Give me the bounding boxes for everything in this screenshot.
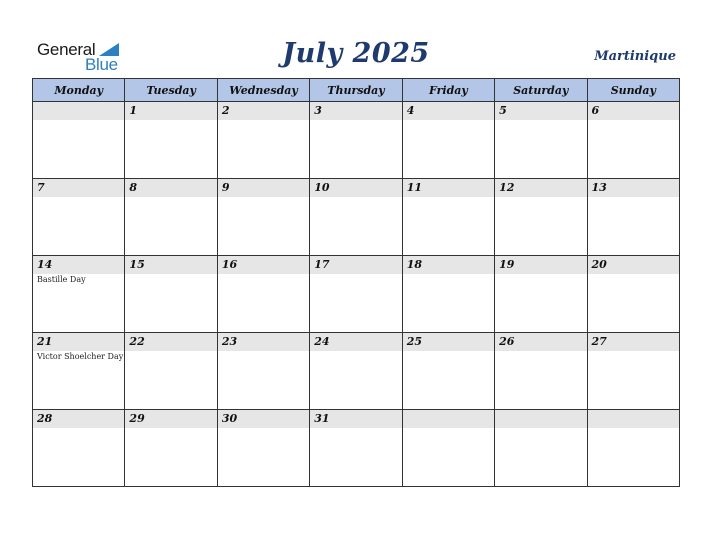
day-number: 16: [221, 258, 238, 271]
day-cell: [310, 256, 402, 333]
day-cell: [587, 179, 679, 256]
day-number-bar: [218, 102, 309, 120]
day-cell: [125, 256, 217, 333]
day-number-bar: [125, 102, 216, 120]
day-cell: [587, 102, 679, 179]
day-number: 17: [314, 258, 330, 271]
day-number-bar: [33, 256, 124, 274]
holiday-label: Victor Shoelcher Day: [37, 352, 124, 361]
day-number: 21: [37, 335, 53, 348]
day-number: 26: [499, 335, 515, 348]
weekday-header: Friday: [402, 79, 494, 102]
day-number: 5: [499, 104, 507, 117]
day-number-bar: [403, 333, 494, 351]
day-cell: [402, 256, 494, 333]
logo-text-general: General: [37, 40, 96, 59]
day-number: 30: [221, 412, 238, 425]
day-number-bar: [588, 256, 679, 274]
day-number: 20: [591, 258, 607, 271]
day-cell: [217, 410, 309, 487]
day-number: 2: [221, 104, 230, 117]
day-number: 31: [314, 412, 330, 425]
week-row: [33, 410, 680, 487]
day-cell: [33, 256, 125, 333]
day-cell: [125, 410, 217, 487]
day-number-bar: [310, 179, 401, 197]
day-number: 18: [406, 258, 422, 271]
day-number: 13: [591, 181, 607, 194]
day-number-bar: [495, 333, 586, 351]
day-cell: [125, 179, 217, 256]
day-number: 3: [314, 104, 322, 117]
day-number: 24: [314, 335, 330, 348]
logo-text-blue: Blue: [85, 55, 118, 74]
day-number-bar: [218, 410, 309, 428]
day-number: 6: [591, 104, 600, 117]
day-number: 8: [129, 181, 138, 194]
day-number-bar: [33, 102, 124, 120]
day-number: 28: [37, 412, 53, 425]
day-cell: [310, 333, 402, 410]
day-number: 1: [129, 104, 138, 117]
day-cell: [33, 179, 125, 256]
day-number: 27: [591, 335, 607, 348]
day-number-bar: [125, 333, 216, 351]
day-number-bar: [495, 256, 586, 274]
day-cell: [217, 102, 309, 179]
day-number: 9: [221, 181, 230, 194]
day-cell: [310, 179, 402, 256]
day-number-bar: [403, 410, 494, 428]
calendar-grid: [32, 78, 680, 487]
day-cell: [402, 179, 494, 256]
day-number: 19: [499, 258, 515, 271]
day-cell: [402, 410, 494, 487]
day-number-bar: [310, 333, 401, 351]
day-number-bar: [33, 410, 124, 428]
day-number-bar: [403, 179, 494, 197]
day-cell: [125, 333, 217, 410]
day-cell: [587, 333, 679, 410]
day-number: 29: [129, 412, 145, 425]
day-cell: [495, 410, 587, 487]
day-number-bar: [495, 410, 586, 428]
day-cell: [310, 102, 402, 179]
weekday-header: Saturday: [495, 79, 587, 102]
day-cell: [587, 410, 679, 487]
day-cell: [217, 179, 309, 256]
day-number-bar: [218, 333, 309, 351]
day-number: 10: [314, 181, 330, 194]
weekday-header: Monday: [33, 79, 125, 102]
day-number: 7: [37, 181, 45, 194]
day-number-bar: [403, 102, 494, 120]
day-number-bar: [33, 333, 124, 351]
day-cell: [217, 256, 309, 333]
day-number-bar: [495, 179, 586, 197]
day-number-bar: [218, 256, 309, 274]
day-number-bar: [310, 256, 401, 274]
day-number-bar: [310, 410, 401, 428]
day-number-bar: [125, 179, 216, 197]
region-label: Martinique: [594, 49, 676, 64]
day-number-bar: [218, 179, 309, 197]
weekday-header: Thursday: [310, 79, 402, 102]
day-number: 12: [499, 181, 515, 194]
day-cell: [217, 333, 309, 410]
day-cell: [33, 410, 125, 487]
day-cell: [33, 333, 125, 410]
week-row: [33, 256, 680, 333]
day-number: 25: [406, 335, 422, 348]
day-number-bar: [588, 333, 679, 351]
weekday-header: Sunday: [587, 79, 679, 102]
weekday-header-row: [33, 79, 680, 102]
day-cell: [33, 102, 125, 179]
weekday-header: Wednesday: [217, 79, 309, 102]
day-number: 14: [37, 258, 53, 271]
day-number-bar: [588, 102, 679, 120]
day-cell: [402, 333, 494, 410]
day-cell: [125, 102, 217, 179]
day-cell: [402, 102, 494, 179]
day-cell: [495, 256, 587, 333]
week-row: [33, 102, 680, 179]
day-cell: [495, 179, 587, 256]
page-title: July 2025: [282, 38, 430, 69]
weekday-header: Tuesday: [125, 79, 217, 102]
day-number: 4: [406, 104, 415, 117]
day-cell: [587, 256, 679, 333]
day-number-bar: [588, 179, 679, 197]
holiday-label: Bastille Day: [37, 275, 86, 284]
day-cell: [495, 333, 587, 410]
day-cell: [495, 102, 587, 179]
week-row: [33, 333, 680, 410]
day-number-bar: [495, 102, 586, 120]
day-number-bar: [33, 179, 124, 197]
day-cell: [310, 410, 402, 487]
day-number-bar: [310, 102, 401, 120]
day-number-bar: [403, 256, 494, 274]
week-row: [33, 179, 680, 256]
day-number: 23: [221, 335, 238, 348]
day-number-bar: [125, 256, 216, 274]
day-number-bar: [588, 410, 679, 428]
day-number: 15: [129, 258, 145, 271]
day-number: 11: [406, 181, 422, 194]
day-number-bar: [125, 410, 216, 428]
day-number: 22: [129, 335, 145, 348]
